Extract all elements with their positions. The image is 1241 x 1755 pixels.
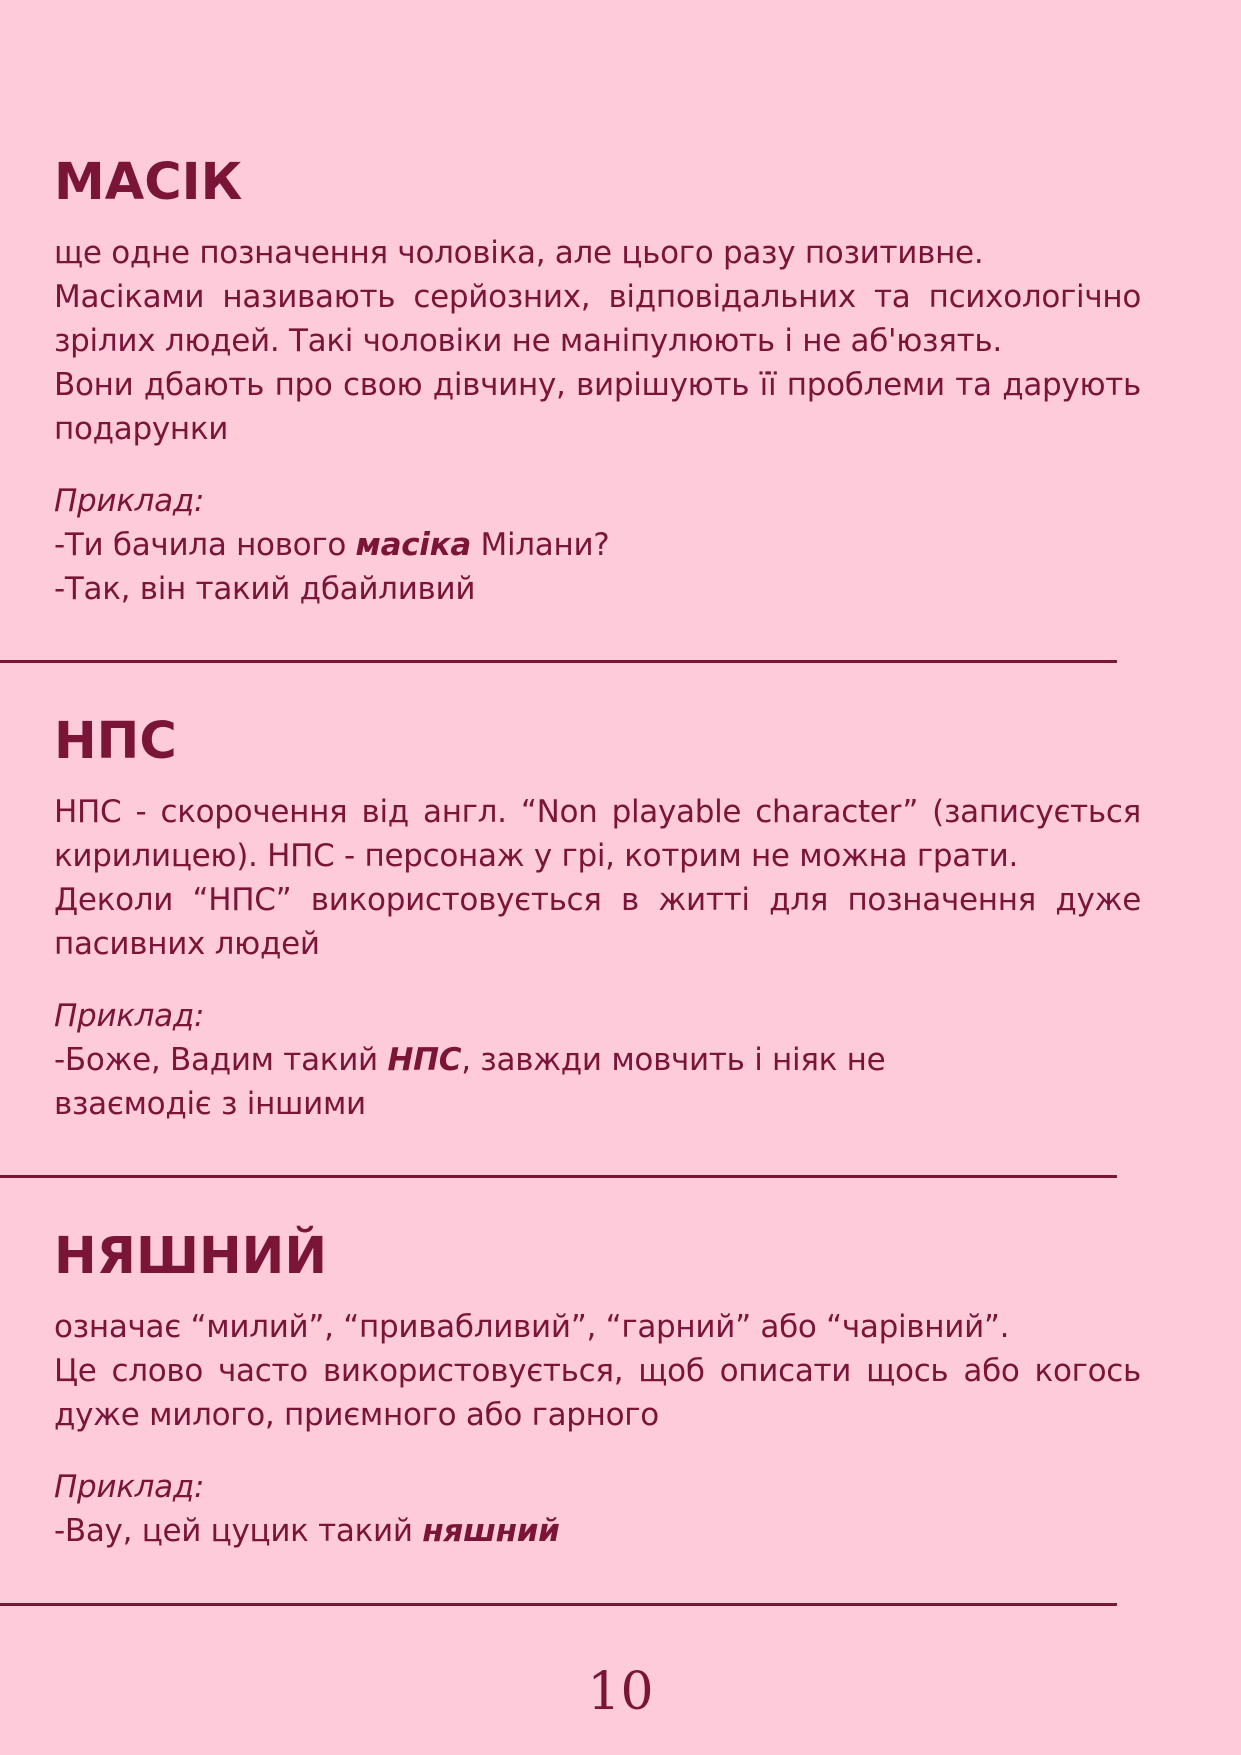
section-divider	[0, 1175, 1117, 1178]
section-divider	[0, 660, 1117, 663]
example-line	[54, 523, 1141, 567]
example-text: -Ти бачила нового	[54, 527, 356, 563]
page-number: 10	[587, 1662, 654, 1722]
example-highlight: масіка	[355, 527, 471, 563]
term-definition	[54, 231, 1141, 451]
example-line	[54, 1509, 1141, 1553]
example-text: -Так, він такий дбайливий	[54, 571, 476, 607]
example-text: , завжди мовчить і ніяк не	[461, 1042, 886, 1078]
example-label: Приклад:	[54, 483, 205, 519]
example-line	[54, 567, 1141, 611]
definition-paragraph: означає “милий”, “привабливий”, “гарний” або “чарівний”.	[54, 1309, 1010, 1345]
section-divider	[0, 1603, 1117, 1606]
term-definition	[54, 790, 1141, 966]
term-definition	[54, 1305, 1141, 1437]
definition-paragraph: НПС - скорочення від англ. “Non playable character” (записується кирилицею). НПС - персонаж у грі, котрим не можна грати.	[54, 794, 1141, 874]
term-title: НПС	[54, 712, 177, 771]
example-highlight: няшний	[422, 1513, 560, 1549]
example-line	[54, 1082, 1141, 1126]
term-title: НЯШНИЙ	[54, 1227, 328, 1286]
example-label: Приклад:	[54, 998, 205, 1034]
example-text: взаємодіє з іншими	[54, 1086, 366, 1122]
example-label: Приклад:	[54, 1469, 205, 1505]
entry-nyashnyi	[54, 1227, 1141, 1553]
definition-paragraph: Масіками називають серйозних, відповідальних та психологічно зрілих людей. Такі чоловіки не маніпулюють і не аб'юзять.	[54, 279, 1141, 359]
example-line	[54, 1038, 1141, 1082]
definition-paragraph: ще одне позначення чоловіка, але цього разу позитивне.	[54, 235, 984, 271]
example-highlight: НПС	[387, 1042, 462, 1078]
entry-nps	[54, 712, 1141, 1126]
example-text: -Боже, Вадим такий	[54, 1042, 388, 1078]
example-text: -Вау, цей цуцик такий	[54, 1513, 423, 1549]
definition-paragraph: Вони дбають про свою дівчину, вирішують її проблеми та дарують подарунки	[54, 367, 1141, 447]
example-text: Мілани?	[470, 527, 610, 563]
definition-paragraph: Це слово часто використовується, щоб описати щось або когось дуже милого, приємного або гарного	[54, 1353, 1141, 1433]
entry-masik	[54, 153, 1141, 611]
term-title: МАСІК	[54, 153, 243, 212]
definition-paragraph: Деколи “НПС” використовується в житті для позначення дуже пасивних людей	[54, 882, 1141, 962]
